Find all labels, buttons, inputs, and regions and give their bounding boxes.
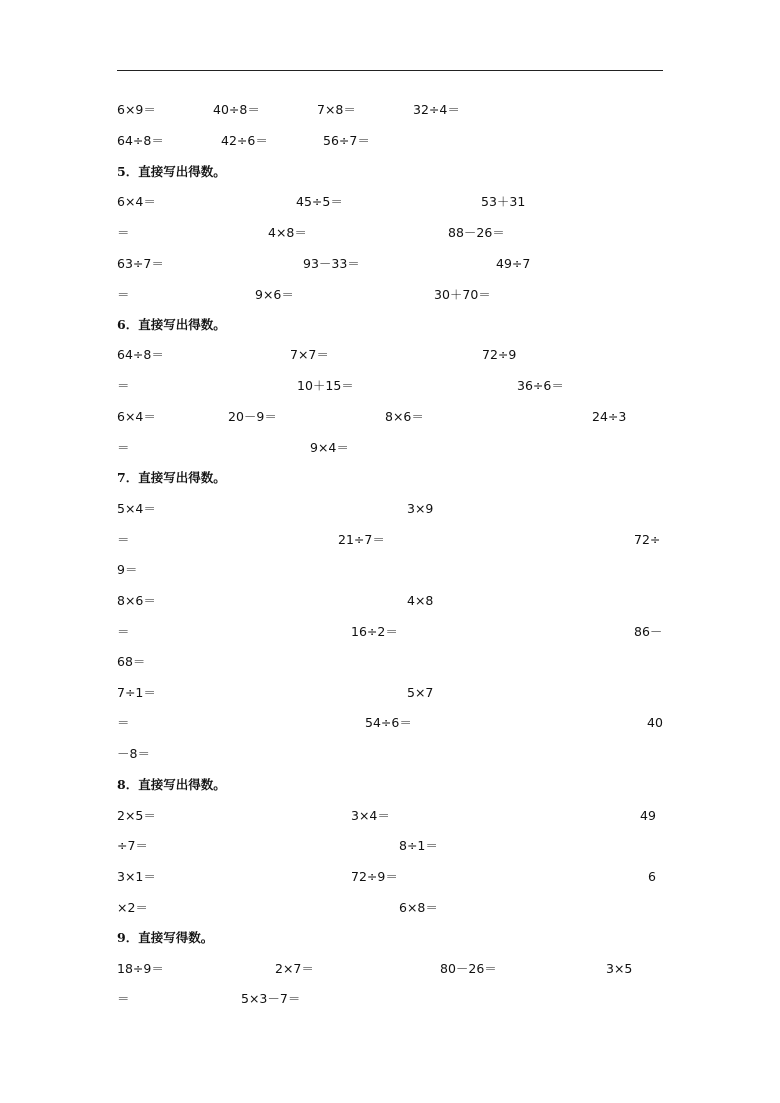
math-problem: 86－ — [634, 624, 663, 639]
problem-row — [0, 343, 780, 367]
math-problem: 10＋15＝ — [297, 378, 354, 393]
section-heading — [0, 466, 780, 490]
math-problem: 8×6＝ — [385, 409, 424, 424]
math-problem: 5×7 — [407, 685, 434, 700]
math-problem: 42÷6＝ — [221, 133, 268, 148]
math-problem: 32÷4＝ — [413, 102, 460, 117]
math-problem: ＝ — [117, 624, 130, 639]
math-problem: 49÷7 — [496, 256, 531, 271]
math-problem: ＝ — [117, 225, 130, 240]
problem-row — [0, 711, 780, 735]
section-heading — [0, 773, 780, 797]
math-problem: 72÷9 — [482, 347, 517, 362]
problem-row — [0, 589, 780, 613]
math-problem: 3×4＝ — [351, 808, 390, 823]
math-problem: 64÷8＝ — [117, 133, 164, 148]
math-problem: ＝ — [117, 715, 130, 730]
problem-row — [0, 374, 780, 398]
math-problem: ＝ — [117, 287, 130, 302]
problem-row — [0, 558, 780, 582]
math-problem: 68＝ — [117, 654, 146, 669]
problem-row — [0, 497, 780, 521]
math-problem: ＝ — [117, 378, 130, 393]
problem-row — [0, 865, 780, 889]
math-problem: 64÷8＝ — [117, 347, 164, 362]
section-heading-text: 9．直接写得数。 — [117, 930, 214, 945]
problem-row — [0, 252, 780, 276]
math-problem: 36÷6＝ — [517, 378, 564, 393]
math-problem: 21÷7＝ — [338, 532, 385, 547]
math-problem: ＝ — [117, 991, 130, 1006]
math-problem: ×2＝ — [117, 900, 148, 915]
math-problem: 6×8＝ — [399, 900, 438, 915]
math-problem: 49 — [640, 808, 656, 823]
math-problem: 2×7＝ — [275, 961, 314, 976]
math-problem: 4×8＝ — [268, 225, 307, 240]
math-problem: －8＝ — [117, 746, 150, 761]
problem-row — [0, 681, 780, 705]
math-problem: 56÷7＝ — [323, 133, 370, 148]
problem-row — [0, 129, 780, 153]
math-problem: 9＝ — [117, 562, 138, 577]
math-problem: 40÷8＝ — [213, 102, 260, 117]
math-problem: 9×4＝ — [310, 440, 349, 455]
math-problem: 80－26＝ — [440, 961, 497, 976]
math-problem: ÷7＝ — [117, 838, 148, 853]
math-problem: 6×4＝ — [117, 194, 156, 209]
math-problem: 30＋70＝ — [434, 287, 491, 302]
problem-row — [0, 987, 780, 1011]
problem-row — [0, 957, 780, 981]
math-problem: 4×8 — [407, 593, 434, 608]
section-heading-text: 6．直接写出得数。 — [117, 317, 226, 332]
math-problem: 7×8＝ — [317, 102, 356, 117]
problem-row — [0, 405, 780, 429]
math-problem: 16÷2＝ — [351, 624, 398, 639]
problem-row — [0, 221, 780, 245]
math-problem: 45÷5＝ — [296, 194, 343, 209]
math-problem: 5×3－7＝ — [241, 991, 301, 1006]
math-problem: 88－26＝ — [448, 225, 505, 240]
problem-row — [0, 98, 780, 122]
header-rule — [117, 70, 663, 71]
section-heading-text: 7．直接写出得数。 — [117, 470, 226, 485]
math-problem: 2×5＝ — [117, 808, 156, 823]
math-problem: 5×4＝ — [117, 501, 156, 516]
math-problem: 3×1＝ — [117, 869, 156, 884]
math-problem: 40 — [647, 715, 663, 730]
problem-row — [0, 283, 780, 307]
math-problem: ＝ — [117, 440, 130, 455]
math-problem: 54÷6＝ — [365, 715, 412, 730]
math-problem: 53＋31 — [481, 194, 526, 209]
problem-row — [0, 528, 780, 552]
math-problem: 6×9＝ — [117, 102, 156, 117]
section-heading-text: 8．直接写出得数。 — [117, 777, 226, 792]
section-heading — [0, 313, 780, 337]
problem-row — [0, 190, 780, 214]
problem-row — [0, 804, 780, 828]
math-problem: 63÷7＝ — [117, 256, 164, 271]
math-problem: 6×4＝ — [117, 409, 156, 424]
section-heading-text: 5．直接写出得数。 — [117, 164, 226, 179]
problem-row — [0, 436, 780, 460]
math-problem: ＝ — [117, 532, 130, 547]
problem-row — [0, 834, 780, 858]
problem-row — [0, 650, 780, 674]
section-heading — [0, 160, 780, 184]
math-problem: 3×5 — [606, 961, 633, 976]
math-problem: 7÷1＝ — [117, 685, 156, 700]
math-problem: 3×9 — [407, 501, 434, 516]
math-problem: 6 — [648, 869, 656, 884]
math-problem: 93－33＝ — [303, 256, 360, 271]
problem-row — [0, 896, 780, 920]
math-problem: 72÷9＝ — [351, 869, 398, 884]
problem-row — [0, 742, 780, 766]
math-problem: 18÷9＝ — [117, 961, 164, 976]
math-problem: 9×6＝ — [255, 287, 294, 302]
math-problem: 7×7＝ — [290, 347, 329, 362]
math-problem: 72÷ — [634, 532, 661, 547]
math-problem: 24÷3 — [592, 409, 627, 424]
section-heading — [0, 926, 780, 950]
math-problem: 20－9＝ — [228, 409, 277, 424]
math-problem: 8÷1＝ — [399, 838, 438, 853]
problem-row — [0, 620, 780, 644]
math-problem: 8×6＝ — [117, 593, 156, 608]
